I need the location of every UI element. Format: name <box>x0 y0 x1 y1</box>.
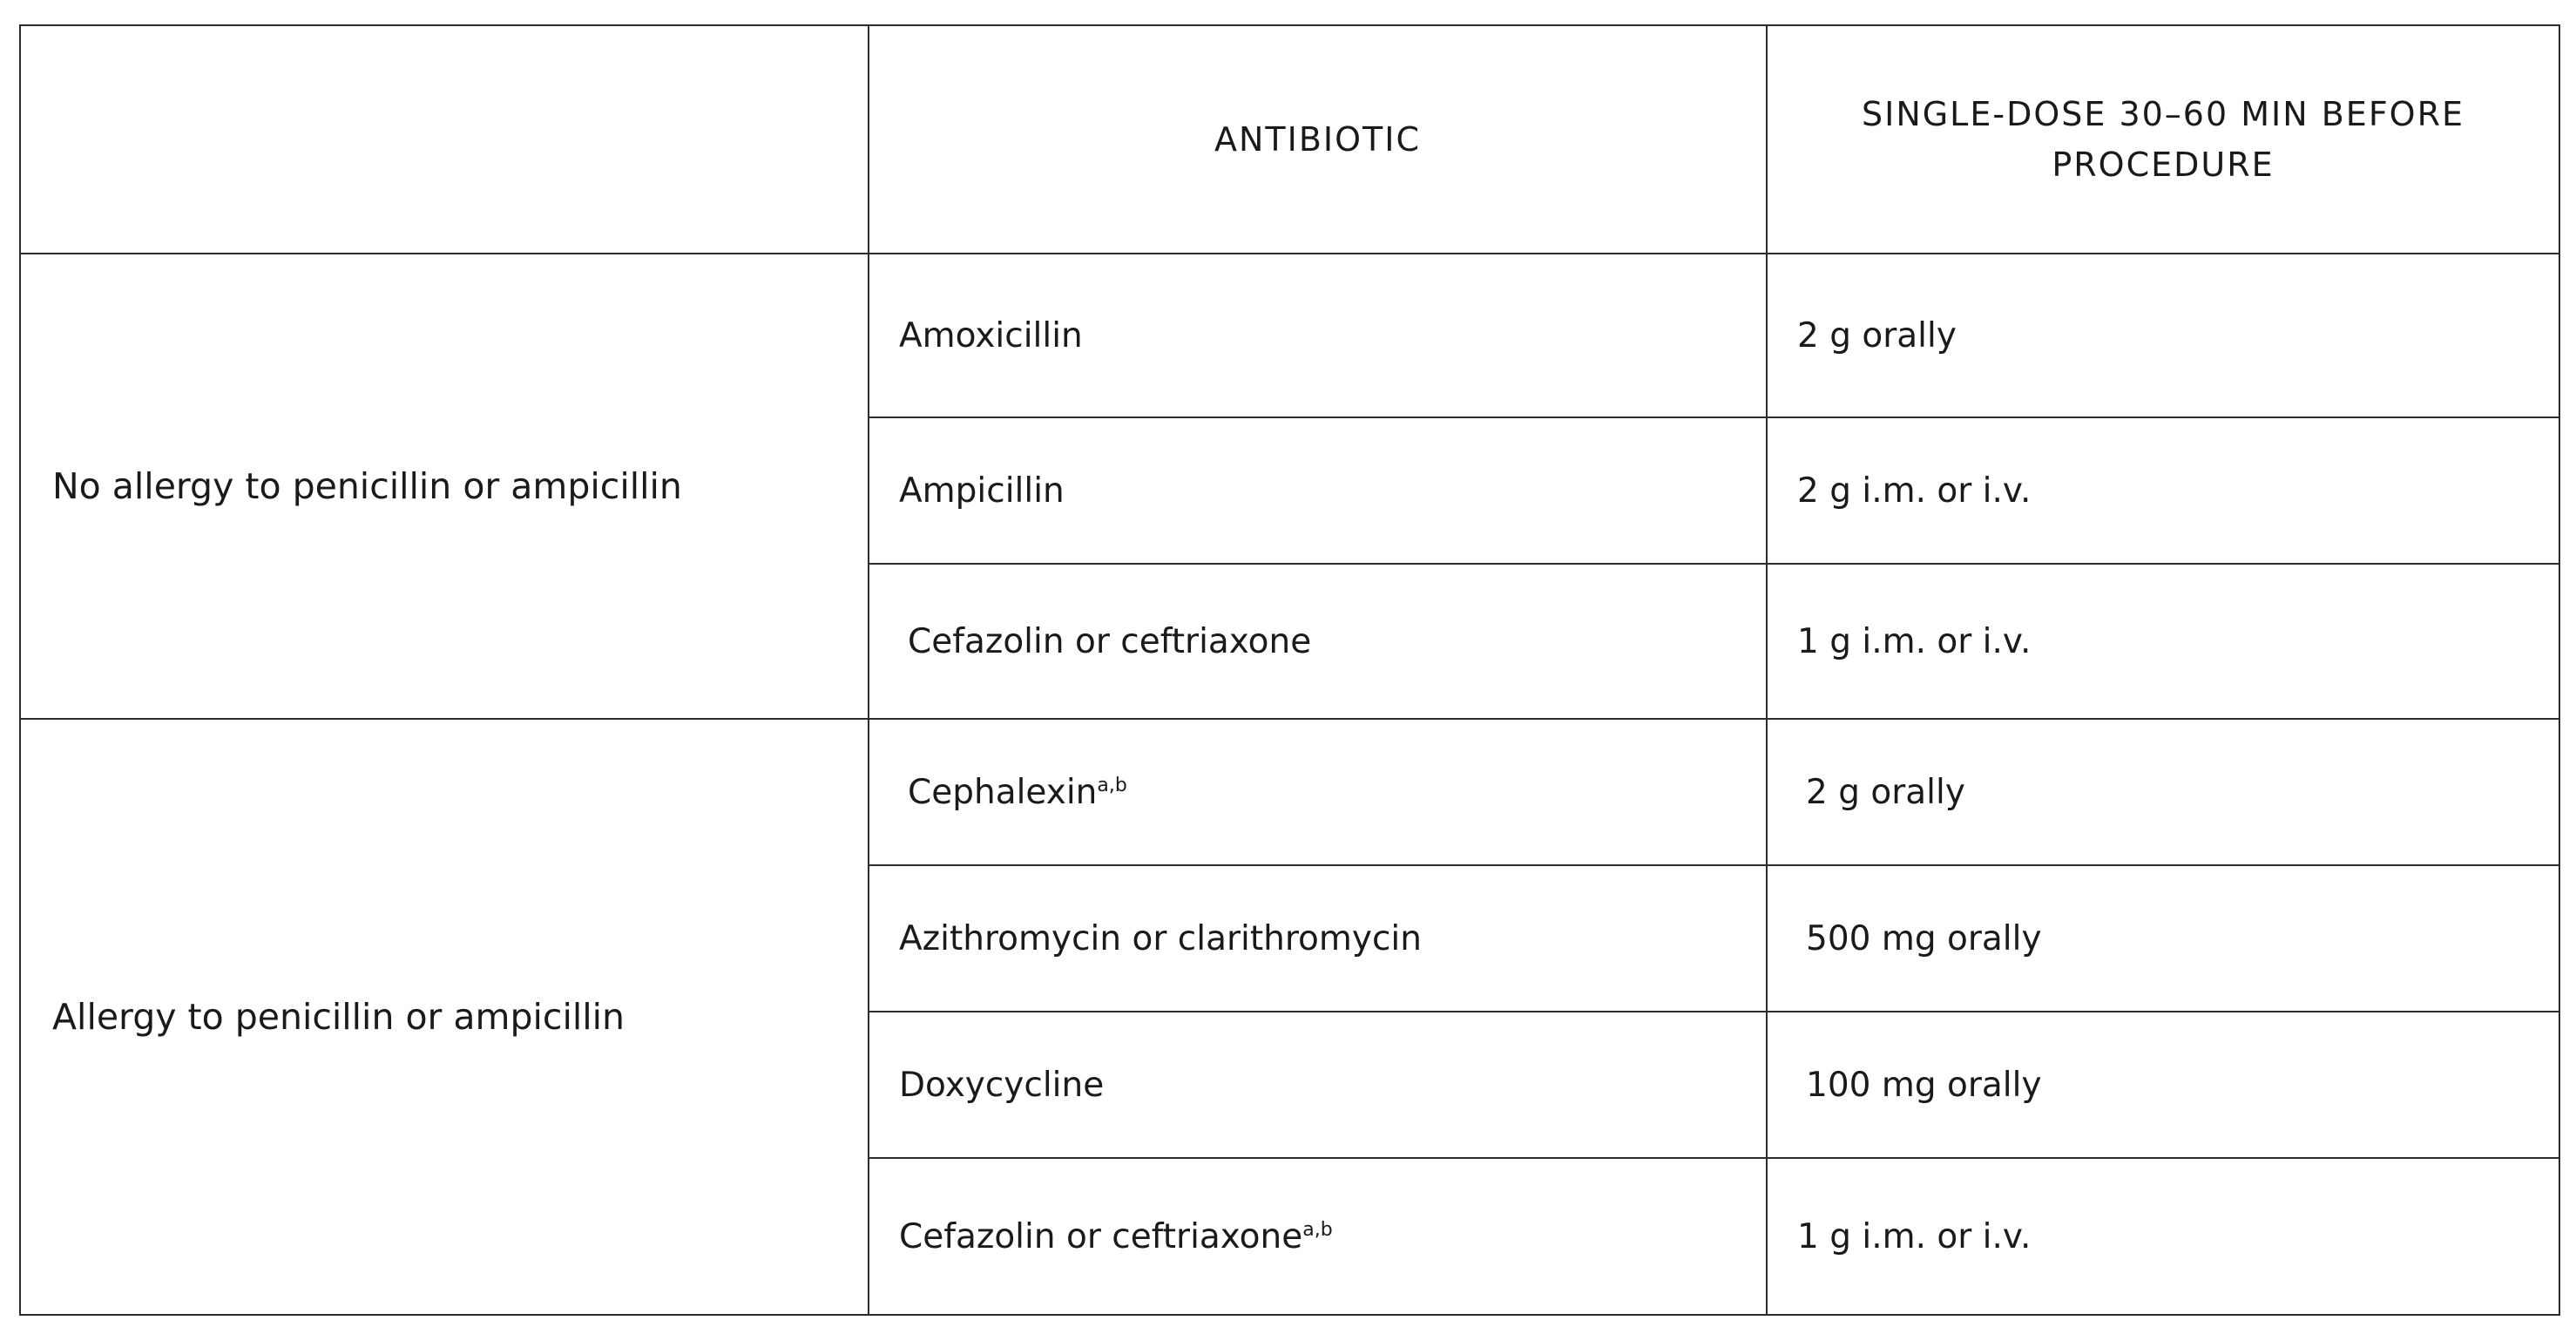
antibiotic-cell <box>869 865 1767 1012</box>
antibiotic-name: Amoxicillin <box>899 315 1083 356</box>
antibiotic-cell <box>869 564 1767 719</box>
antibiotic-name: Azithromycin or clarithromycin <box>899 918 1422 958</box>
antibiotic-name: Cephalexin <box>908 772 1098 812</box>
table-row <box>20 254 2559 417</box>
antibiotic-name: Cefazolin or ceftriaxone <box>899 1216 1303 1256</box>
antibiotic-cell <box>869 1012 1767 1158</box>
header-group-cell <box>20 25 869 254</box>
header-dose: SINGLE-DOSE 30–60 MIN BEFORE PROCEDURE <box>1767 25 2559 254</box>
antibiotic-cell <box>869 254 1767 417</box>
antibiotic-cell <box>869 719 1767 865</box>
group-label-allergy: Allergy to penicillin or ampicillin <box>20 719 869 1315</box>
dose-cell: 500 mg orally <box>1767 865 2559 1012</box>
dose-cell: 2 g orally <box>1767 719 2559 865</box>
dose-cell: 1 g i.m. or i.v. <box>1767 564 2559 719</box>
group-label-no-allergy: No allergy to penicillin or ampicillin <box>20 254 869 719</box>
dose-cell: 100 mg orally <box>1767 1012 2559 1158</box>
header-row <box>20 25 2559 254</box>
footnote-marker: a,b <box>1302 1218 1333 1241</box>
table-row <box>20 719 2559 865</box>
dose-cell: 2 g i.m. or i.v. <box>1767 417 2559 564</box>
antibiotic-cell <box>869 417 1767 564</box>
antibiotic-name: Cefazolin or ceftriaxone <box>908 621 1312 661</box>
antibiotic-prophylaxis-table-wrapper <box>19 24 2559 1314</box>
dose-cell: 2 g orally <box>1767 254 2559 417</box>
header-antibiotic: ANTIBIOTIC <box>869 25 1767 254</box>
antibiotic-name: Ampicillin <box>899 471 1065 511</box>
footnote-marker: a,b <box>1097 774 1127 796</box>
antibiotic-prophylaxis-table <box>19 24 2560 1316</box>
dose-cell: 1 g i.m. or i.v. <box>1767 1158 2559 1315</box>
antibiotic-cell <box>869 1158 1767 1315</box>
antibiotic-name: Doxycycline <box>899 1065 1105 1105</box>
